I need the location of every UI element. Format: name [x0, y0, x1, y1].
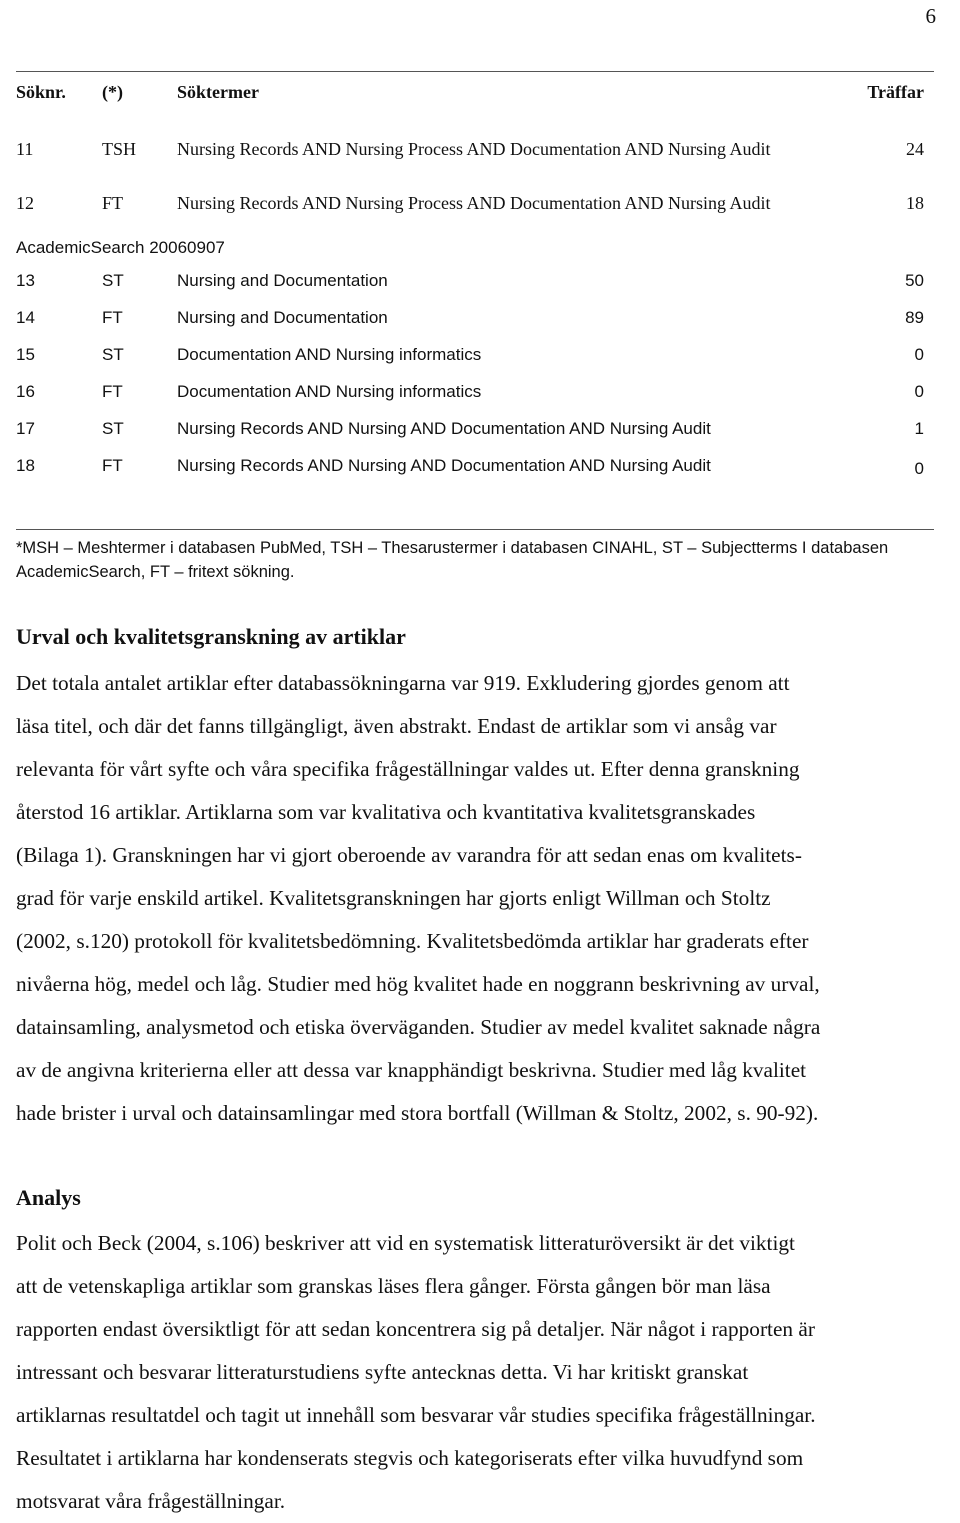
- row-nr: 13: [16, 271, 35, 290]
- row-term: Documentation AND Nursing informatics: [177, 382, 482, 401]
- table-header: [16, 74, 934, 110]
- row-hits: 18: [906, 193, 924, 213]
- row-nr: 12: [16, 193, 34, 213]
- table-row: [16, 262, 934, 299]
- row-type: TSH: [102, 139, 137, 159]
- row-nr: 14: [16, 308, 35, 327]
- table-row: [16, 336, 934, 373]
- header-hits: Träffar: [867, 81, 924, 102]
- row-hits: 89: [905, 308, 924, 327]
- table-row: [16, 410, 934, 447]
- paragraph-analys: [16, 1222, 960, 1523]
- text-line: (2002, s.120) protokoll för kvalitetsbedömning. Kvalitetsbedömda artiklar har graderats efter: [16, 929, 809, 953]
- row-hits: 50: [905, 271, 924, 290]
- text-line: Det totala antalet artiklar efter databassökningarna var 919. Exkludering gjordes genom att: [16, 671, 790, 695]
- text-line: Polit och Beck (2004, s.106) beskriver att vid en systematisk litteraturöversikt är det viktigt: [16, 1231, 795, 1255]
- row-hits: 1: [914, 419, 924, 438]
- table-row: [16, 447, 934, 484]
- text-line: hade brister i urval och datainsamlingar med stora bortfall (Willman & Stoltz, 2002, s. 90-92).: [16, 1101, 819, 1125]
- row-nr: 17: [16, 419, 35, 438]
- database-group-label: AcademicSearch 20060907: [16, 238, 225, 257]
- search-table: [16, 71, 934, 484]
- row-term: Nursing Records AND Nursing AND Documentation AND Nursing Audit: [177, 456, 711, 475]
- row-term: Nursing Records AND Nursing Process AND Documentation AND Nursing Audit: [177, 193, 771, 213]
- table-row: [16, 299, 934, 336]
- row-term: Documentation AND Nursing informatics: [177, 345, 482, 364]
- row-term: Nursing and Documentation: [177, 271, 388, 290]
- row-hits: 0: [914, 345, 924, 364]
- text-line: grad för varje enskild artikel. Kvalitetsgranskningen har gjorts enligt Willman och Stoltz: [16, 886, 771, 910]
- header-type: (*): [102, 81, 123, 102]
- row-nr: 18: [16, 456, 35, 475]
- text-line: motsvarat våra frågeställningar.: [16, 1489, 286, 1513]
- text-line: datainsamling, analysmetod och etiska överväganden. Studier av medel kvalitet saknade några: [16, 1015, 821, 1039]
- table-row: [16, 138, 934, 192]
- row-term: Nursing Records AND Nursing AND Documentation AND Nursing Audit: [177, 419, 711, 438]
- text-line: artiklarnas resultatdel och tagit ut innehåll som besvarar vår studies specifika frågeställningar.: [16, 1403, 816, 1427]
- table-row: [16, 192, 934, 238]
- text-line: återstod 16 artiklar. Artiklarna som var kvalitativa och kvantitativa kvalitetsgranskades: [16, 800, 756, 824]
- table-row: [16, 373, 934, 410]
- text-line: relevanta för vårt syfte och våra specifika frågeställningar valdes ut. Efter denna granskning: [16, 757, 800, 781]
- text-line: rapporten endast översiktligt för att sedan koncentrera sig på detaljer. När något i rapporten är: [16, 1317, 815, 1341]
- row-term: Nursing and Documentation: [177, 308, 388, 327]
- text-line: Resultatet i artiklarna har kondenserats stegvis och kategoriserats efter vilka huvudfynd som: [16, 1446, 804, 1470]
- table-footnote: *MSH – Meshtermer i databasen PubMed, TSH – Thesarustermer i databasen CINAHL, ST – Subjectterms I databasen AcademicSearch, FT – fritext sökning.: [16, 529, 934, 584]
- header-search-terms: Söktermer: [177, 81, 259, 102]
- row-hits: 24: [906, 139, 924, 159]
- row-term: Nursing Records AND Nursing Process AND Documentation AND Nursing Audit: [177, 139, 771, 159]
- text-line: av de angivna kriterierna eller att dessa var knapphändigt beskrivna. Studier med låg kvalitet: [16, 1058, 807, 1082]
- row-type: ST: [102, 419, 124, 438]
- row-type: FT: [102, 456, 123, 475]
- text-line: (Bilaga 1). Granskningen har vi gjort oberoende av varandra för att sedan enas om kvalitets-: [16, 843, 802, 867]
- text-line: intressant och besvarar litteraturstudiens syfte antecknas detta. Vi har kritiskt granskat: [16, 1360, 749, 1384]
- page-number: 6: [925, 4, 936, 28]
- heading-analys: Analys: [16, 1185, 81, 1210]
- text-line: nivåerna hög, medel och låg. Studier med hög kvalitet hade en noggrann beskrivning av urval,: [16, 972, 820, 996]
- row-type: FT: [102, 193, 124, 213]
- row-type: FT: [102, 382, 123, 401]
- row-type: ST: [102, 271, 124, 290]
- heading-urval: Urval och kvalitetsgranskning av artiklar: [16, 624, 406, 649]
- row-type: FT: [102, 308, 123, 327]
- row-type: ST: [102, 345, 124, 364]
- row-nr: 16: [16, 382, 35, 401]
- row-hits: 0: [914, 459, 924, 478]
- text-line: läsa titel, och där det fanns tillgängligt, även abstrakt. Endast de artiklar som vi ansåg var: [16, 714, 777, 738]
- row-nr: 15: [16, 345, 35, 364]
- row-hits: 0: [914, 382, 924, 401]
- text-line: att de vetenskapliga artiklar som granskas läses flera gånger. Första gången bör man läsa: [16, 1274, 771, 1298]
- header-search-nr: Söknr.: [16, 81, 66, 102]
- row-nr: 11: [16, 139, 34, 159]
- paragraph-urval: [16, 662, 960, 1135]
